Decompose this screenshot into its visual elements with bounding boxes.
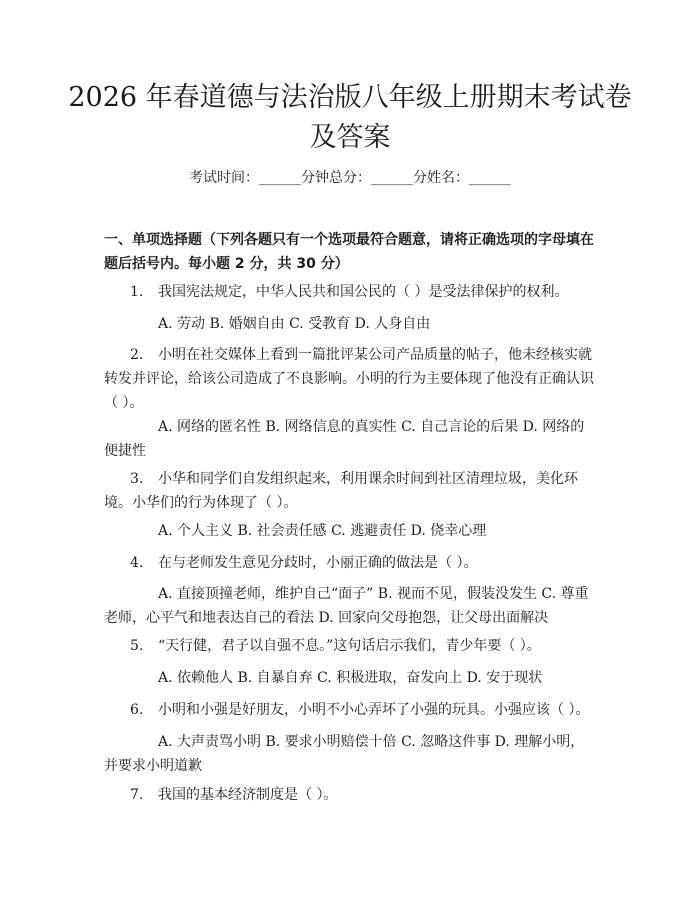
- document-title: 2026 年春道德与法治版八年级上册期末考试卷及答案: [68, 82, 632, 153]
- question-2-options: A. 网络的匿名性 B. 网络信息的真实性 C. 自己言论的后果 D. 网络的便捷性: [104, 419, 585, 459]
- exam-info-line: [0, 168, 700, 188]
- question-number: 7.: [130, 787, 144, 803]
- score-blank: ______: [371, 170, 413, 186]
- score-unit: 分: [413, 170, 427, 186]
- question-text: 小明在社交媒体上看到一篇批评某公司产品质量的帖子，他未经核实就转发并评论，给该公司造成了不良影响。小明的行为主要体现了他没有正确认识（ ）。: [104, 347, 594, 411]
- question-number: 5.: [130, 638, 144, 654]
- question-1: [104, 280, 598, 304]
- time-blank: ______: [259, 170, 301, 186]
- question-3: [104, 467, 598, 515]
- score-label: 总分：: [329, 170, 371, 186]
- question-text: 我国宪法规定，中华人民共和国公民的（ ）是受法律保护的权利。: [158, 284, 569, 300]
- question-number: 4.: [130, 555, 144, 571]
- question-text: “天行健，君子以自强不息。”这句话启示我们，青少年要（ ）。: [158, 638, 541, 654]
- question-5-options: A. 依赖他人 B. 自暴自弃 C. 积极进取，奋发向上 D. 安于现状: [158, 670, 543, 686]
- question-2: [104, 343, 598, 415]
- question-number: 3.: [130, 471, 144, 487]
- time-unit: 分钟: [301, 170, 329, 186]
- name-blank: ______: [469, 170, 511, 186]
- question-4-options: A. 直接顶撞老师，维护自己“面子” B. 视而不见，假装没发生 C. 尊重老师，心平气和地表达自己的看法 D. 回家向父母抱怨，让父母出面解决: [104, 586, 589, 626]
- question-7: [104, 783, 598, 807]
- question-number: 1.: [130, 284, 144, 300]
- section-1-header: 一、单项选择题（下列各题只有一个选项最符合题意，请将正确选项的字母填在题后括号内。每小题 2 分，共 30 分）: [104, 232, 594, 272]
- question-text: 我国的基本经济制度是（ ）。: [158, 787, 338, 803]
- question-number: 6.: [130, 702, 144, 718]
- question-6: [104, 698, 598, 722]
- name-label: 姓名：: [427, 170, 469, 186]
- question-5: [104, 634, 598, 658]
- question-4: [104, 551, 598, 575]
- question-3-options: A. 个人主义 B. 社会责任感 C. 逃避责任 D. 侥幸心理: [158, 523, 487, 539]
- question-6-options: A. 大声责骂小明 B. 要求小明赔偿十倍 C. 忽略这件事 D. 理解小明，并要求小明道歉: [104, 734, 585, 774]
- question-text: 小明和小强是好朋友，小明不小心弄坏了小强的玩具。小强应该（ ）。: [158, 702, 590, 718]
- question-text: 小华和同学们自发组织起来，利用课余时间到社区清理垃圾，美化环境。小华们的行为体现了（ ）。: [104, 471, 578, 511]
- question-number: 2.: [130, 347, 144, 363]
- time-label: 考试时间：: [189, 170, 259, 186]
- question-text: 在与老师发生意见分歧时，小丽正确的做法是（ ）。: [158, 555, 478, 571]
- question-1-options: A. 劳动 B. 婚姻自由 C. 受教育 D. 人身自由: [158, 316, 431, 332]
